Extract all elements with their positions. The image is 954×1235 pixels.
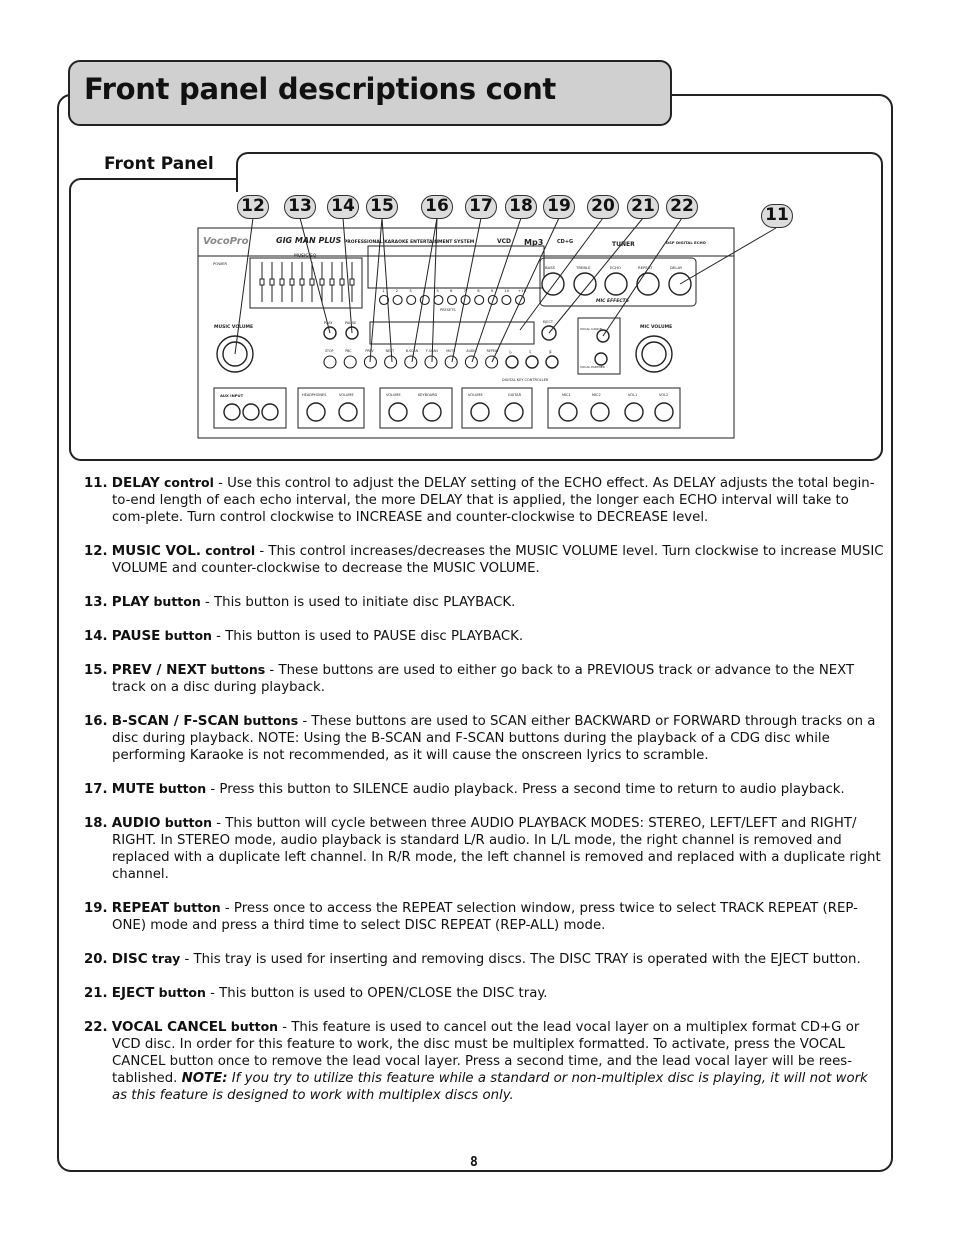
control-button-label: AUDIO (466, 349, 477, 353)
description-item (84, 780, 884, 798)
description-item (84, 814, 884, 883)
control-button[interactable] (465, 356, 477, 368)
item-type: buttons (243, 713, 299, 728)
preset-button[interactable] (502, 296, 511, 305)
mic-volume-label: MIC VOLUME (640, 325, 673, 330)
callout-18: 18 (505, 195, 537, 219)
svg-text:MIC1: MIC1 (562, 393, 571, 397)
music-eq-label: MUSIC EQ (294, 254, 317, 259)
description-item (84, 984, 884, 1002)
callout-14: 14 (327, 195, 359, 219)
note-text: If you try to utilize this feature while a standard or non-multiplex disc is playing, it will not work as this feature is designed to work with multiplex discs only. (112, 1071, 868, 1103)
preset-button[interactable] (393, 296, 402, 305)
preset-number: 1 (382, 288, 385, 293)
svg-text:MIC2: MIC2 (592, 393, 601, 397)
item-type: buttons (210, 662, 266, 677)
item-keyword: PLAY (111, 594, 150, 610)
model-name: GIG MAN PLUS (276, 236, 342, 245)
callout-22: 22 (666, 195, 698, 219)
eq-slider-handle[interactable] (280, 279, 284, 285)
item-keyword: EJECT (111, 985, 155, 1001)
description-item (84, 593, 884, 611)
item-text: - This button will cycle between three AUDIO PLAYBACK MODES: STEREO, LEFT/LEFT and RIGHT/ RIGHT. In STEREO mode, audio playback is standard L/R audio. In L/L mode, the right channel is removed and replaced with a duplicate left channel. In R/R mode, the left channel is removed and replaced with a duplicate right channel. (112, 816, 881, 882)
control-button-label: PBC (345, 349, 352, 353)
item-keyword: VOCAL CANCEL (111, 1019, 227, 1035)
item-keyword: PREV / NEXT (111, 662, 207, 678)
preset-button[interactable] (420, 296, 429, 305)
control-button[interactable] (405, 356, 417, 368)
preset-number: 9 (490, 288, 494, 293)
model-subtitle: PROFESSIONAL KARAOKE ENTERTAINMENT SYSTEM (344, 240, 475, 245)
item-number: 17. (84, 782, 108, 797)
item-text: - Press this button to SILENCE audio playback. Press a second time to return to audio playback. (206, 782, 845, 797)
description-item (84, 474, 884, 526)
mic-effects-label: MIC EFFECTS (596, 299, 629, 304)
item-number: 12. (84, 544, 108, 559)
control-button[interactable] (385, 356, 397, 368)
item-type: button (164, 815, 213, 830)
dsp-logo: DSP DIGITAL ECHO (666, 240, 706, 245)
preset-number: 8 (477, 288, 480, 293)
description-item (84, 712, 884, 764)
svg-text:VOCAL CANCEL: VOCAL CANCEL (580, 327, 604, 331)
svg-text:VOLUME: VOLUME (468, 393, 483, 397)
preset-number: 4 (422, 288, 426, 293)
item-type: button (173, 900, 221, 915)
callout-19: 19 (543, 195, 575, 219)
item-number: 11. (84, 476, 108, 491)
eq-slider-handle[interactable] (300, 279, 304, 285)
item-type: button (153, 594, 201, 609)
music-volume-label: MUSIC VOLUME (214, 325, 254, 330)
item-type: button (164, 628, 212, 643)
item-text: - These buttons are used to SCAN either BACKWARD or FORWARD through tracks on a disc during playback. NOTE: Using the B-SCAN and F-SCAN buttons during the playback of a CDG disc while performing Karaoke is not recommended, as it will cause the onscreen lyrics to scramble. (112, 714, 876, 763)
callout-13: 13 (284, 195, 316, 219)
item-keyword: AUDIO (111, 815, 161, 831)
page-number: 8 (470, 1155, 478, 1170)
control-button[interactable] (425, 356, 437, 368)
svg-text:TREBLE: TREBLE (576, 265, 591, 270)
item-keyword: DISC (111, 951, 148, 967)
description-item (84, 627, 884, 645)
eq-slider-handle[interactable] (330, 279, 334, 285)
svg-text:ECHO: ECHO (610, 265, 621, 270)
preset-button[interactable] (448, 296, 457, 305)
item-number: 20. (84, 952, 108, 967)
svg-text:KEYBOARD: KEYBOARD (418, 393, 438, 397)
eq-slider-handle[interactable] (350, 279, 354, 285)
item-number: 13. (84, 595, 108, 610)
presets-label: PRESETS (440, 308, 456, 312)
callout-17: 17 (465, 195, 497, 219)
preset-number: 5 (436, 288, 439, 293)
power-label: POWER (213, 261, 228, 266)
description-item (84, 542, 884, 577)
svg-text:PLAY: PLAY (324, 321, 333, 325)
svg-text:VOL1: VOL1 (628, 393, 638, 397)
brand-logo: VocoPro (203, 236, 249, 247)
item-number: 21. (84, 986, 108, 1001)
front-panel-illustration (0, 0, 954, 480)
svg-text:VOCAL PARTNER: VOCAL PARTNER (580, 365, 605, 369)
item-type: control (164, 475, 214, 490)
key-button-label: ♯ (549, 349, 552, 356)
svg-text:AUX INPUT: AUX INPUT (220, 393, 244, 398)
control-button-label: F-SCAN (426, 349, 438, 353)
item-keyword: REPEAT (111, 900, 170, 916)
control-button-label: PREV (365, 349, 374, 353)
preset-button[interactable] (407, 296, 416, 305)
cdg-logo: CD+G (557, 239, 574, 245)
eq-slider-handle[interactable] (340, 279, 344, 285)
callout-20: 20 (587, 195, 619, 219)
item-text: - This button is used to PAUSE disc PLAYBACK. (211, 629, 524, 644)
preset-number: +10 (518, 288, 527, 293)
svg-text:GUITAR: GUITAR (508, 393, 521, 397)
description-item (84, 950, 884, 968)
control-button[interactable] (324, 356, 336, 368)
digital-key-label: DIGITAL KEY CONTROLLER (502, 378, 549, 382)
item-number: 15. (84, 663, 108, 678)
item-text: - This button is used to OPEN/CLOSE the DISC tray. (205, 986, 548, 1001)
section-title: Front Panel (104, 154, 214, 174)
preset-number: 10 (504, 288, 510, 293)
callout-16: 16 (421, 195, 453, 219)
item-keyword: PAUSE (111, 628, 161, 644)
control-button-label: B-SCAN (405, 349, 418, 353)
callout-11: 11 (761, 204, 793, 228)
item-text: - Use this control to adjust the DELAY setting of the ECHO effect. As DELAY adjusts the total begin-to-end length of each echo interval, the more DELAY that is applied, the longer each ECHO interval will take to com-plete. Turn control clockwise to INCREASE and counter-clockwise to DECREASE level. (112, 476, 875, 525)
key-button-label: ♮ (529, 349, 532, 356)
eq-slider-handle[interactable] (320, 279, 324, 285)
eq-slider-handle[interactable] (290, 279, 294, 285)
item-keyword: MUTE (111, 781, 155, 797)
callout-21: 21 (627, 195, 659, 219)
item-text: - These buttons are used to either go back to a PREVIOUS track or advance to the NEXT track on a disc during playback. (112, 663, 855, 695)
note-label: NOTE: (181, 1071, 228, 1086)
eq-slider-handle[interactable] (260, 279, 264, 285)
control-button-label: NEXT (385, 349, 395, 353)
control-button-label: REPEAT (486, 349, 499, 353)
svg-text:HEADPHONES: HEADPHONES (302, 393, 327, 397)
preset-number: 7 (463, 288, 467, 293)
item-type: tray (151, 951, 181, 966)
svg-text:REPEAT: REPEAT (638, 265, 653, 270)
preset-button[interactable] (516, 296, 525, 305)
description-item (84, 899, 884, 934)
preset-number: 2 (395, 288, 399, 293)
callout-15: 15 (366, 195, 398, 219)
svg-text:VOLUME: VOLUME (386, 393, 401, 397)
mp3-logo: Mp3 (524, 238, 544, 247)
item-keyword: B-SCAN / F-SCAN (111, 713, 240, 729)
preset-button[interactable] (434, 296, 443, 305)
item-number: 22. (84, 1020, 108, 1035)
svg-text:PAUSE: PAUSE (345, 321, 357, 325)
svg-text:BASS: BASS (545, 265, 556, 270)
svg-text:VOLUME: VOLUME (339, 393, 354, 397)
item-text: - This feature is used to cancel out the lead vocal layer on a multiplex format CD+G or VCD disc. In order for this feature to work, the disc must be multiplex formatted. To activate, press the VOCAL CANCEL button once to remove the lead vocal layer. Press a second time, and the lead vocal layer will be rees-tablished. (112, 1020, 860, 1086)
svg-text:DELAY: DELAY (670, 265, 683, 270)
control-button[interactable] (486, 356, 498, 368)
page-title: Front panel descriptions cont (84, 72, 556, 106)
description-item (84, 1018, 884, 1104)
item-text: - This control increases/decreases the MUSIC VOLUME level. Turn clockwise to increase MUSIC VOLUME and counter-clockwise to decrease the MUSIC VOLUME. (112, 544, 884, 576)
item-number: 14. (84, 629, 108, 644)
preset-button[interactable] (475, 296, 484, 305)
description-list (84, 474, 884, 1120)
item-number: 19. (84, 901, 108, 916)
item-keyword: DELAY (111, 475, 160, 491)
tuner-logo: TUNER (612, 241, 635, 248)
item-text: - This tray is used for inserting and removing discs. The DISC TRAY is operated with the EJECT button. (180, 952, 861, 967)
control-button-label: STOP (325, 349, 334, 353)
vcd-logo: VCD (497, 238, 512, 245)
item-type: button (158, 781, 207, 796)
item-type: control (205, 543, 256, 558)
item-type: button (230, 1019, 279, 1034)
key-button-label: ♭ (509, 349, 512, 356)
eq-slider-handle[interactable] (310, 279, 314, 285)
control-button[interactable] (445, 356, 457, 368)
svg-text:VOL2: VOL2 (659, 393, 669, 397)
item-type: button (158, 985, 206, 1000)
item-text: - Press once to access the REPEAT selection window, press twice to select TRACK REPEAT (REP-ONE) mode and press a third time to select DISC REPEAT (REP-ALL) mode. (112, 901, 858, 933)
eject-label: EJECT (543, 320, 554, 324)
item-number: 16. (84, 714, 108, 729)
item-number: 18. (84, 816, 108, 831)
eq-slider-handle[interactable] (270, 279, 274, 285)
item-text: - This button is used to initiate disc PLAYBACK. (200, 595, 516, 610)
description-item (84, 661, 884, 696)
control-button[interactable] (344, 356, 356, 368)
item-keyword: MUSIC VOL. (111, 543, 201, 559)
preset-number: 6 (450, 288, 453, 293)
control-button-label: MUTE (446, 349, 456, 353)
callout-12: 12 (237, 195, 269, 219)
preset-number: 3 (409, 288, 412, 293)
